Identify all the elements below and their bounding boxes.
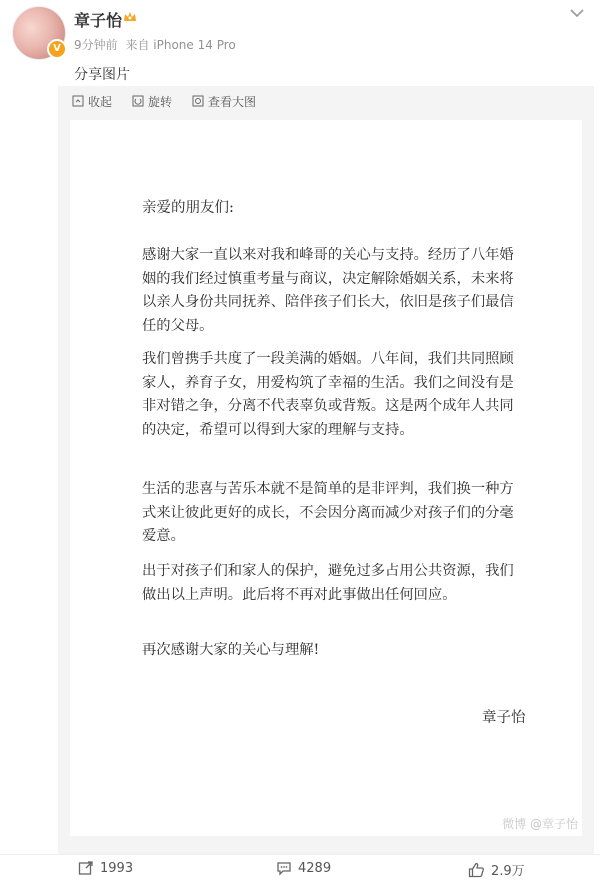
repost-button[interactable] bbox=[78, 860, 133, 876]
avatar[interactable] bbox=[12, 6, 66, 60]
chevron-down-icon[interactable] bbox=[568, 6, 586, 20]
verified-badge-icon: V bbox=[47, 39, 67, 59]
collapse-icon bbox=[72, 95, 84, 107]
post-source: 来自 iPhone 14 Pro bbox=[125, 38, 236, 52]
repost-count: 1993 bbox=[100, 860, 134, 876]
letter-image[interactable] bbox=[70, 120, 582, 836]
thumbs-up-icon bbox=[468, 862, 485, 878]
image-toolbar bbox=[58, 86, 594, 116]
comment-count: 4289 bbox=[298, 860, 332, 876]
like-button[interactable] bbox=[468, 860, 525, 879]
username[interactable]: 章子怡 bbox=[74, 11, 123, 30]
rotate-button[interactable] bbox=[132, 93, 172, 109]
repost-icon bbox=[78, 860, 94, 876]
letter-greeting: 亲爱的朋友们: bbox=[142, 200, 234, 216]
rotate-icon bbox=[132, 95, 144, 107]
letter-paragraph: 感谢大家一直以来对我和峰哥的关心与支持。经历了八年婚姻的我们经过慎重考量与商议，决定解除婚姻关系，未来将以亲人身份共同抚养、陪伴孩子们长大，依旧是孩子们最信任的父母。 bbox=[142, 247, 514, 334]
like-count: 2.9万 bbox=[491, 864, 525, 879]
letter-paragraph: 出于对孩子们和家人的保护，避免过多占用公共资源，我们做出以上声明。此后将不再对此事做出任何回应。 bbox=[142, 563, 514, 603]
letter-signature: 章子怡 bbox=[482, 710, 526, 726]
collapse-label: 收起 bbox=[88, 94, 113, 109]
letter-paragraph: 我们曾携手共度了一段美满的婚姻。八年间，我们共同照顾家人，养育子女，用爱构筑了幸福的生活。我们之间没有是非对错之争，分离不代表辜负或背叛。这是两个成年人共同的决定，希望可以得到大家的理解与支持。 bbox=[142, 351, 514, 438]
post-actions bbox=[0, 854, 600, 884]
crown-icon bbox=[122, 9, 138, 25]
view-large-label: 查看大图 bbox=[208, 94, 257, 109]
post-header bbox=[0, 0, 600, 86]
view-large-icon bbox=[192, 95, 204, 107]
comment-button[interactable] bbox=[276, 860, 331, 876]
post-time[interactable]: 9分钟前 bbox=[74, 38, 118, 52]
letter-paragraph: 再次感谢大家的关心与理解! bbox=[142, 642, 320, 658]
rotate-label: 旋转 bbox=[148, 94, 173, 109]
comment-icon bbox=[276, 860, 292, 876]
collapse-button[interactable] bbox=[72, 93, 112, 109]
view-large-button[interactable] bbox=[192, 93, 256, 109]
letter-paragraph: 生活的悲喜与苦乐本就不是简单的是非评判，我们换一种方式来让彼此更好的成长，不会因分离而减少对孩子们的分毫爱意。 bbox=[142, 481, 514, 544]
post-meta bbox=[74, 36, 240, 53]
post-text: 分享图片 bbox=[74, 67, 130, 83]
image-viewer bbox=[58, 86, 594, 854]
watermark: 微博 @章子怡 bbox=[502, 817, 578, 831]
